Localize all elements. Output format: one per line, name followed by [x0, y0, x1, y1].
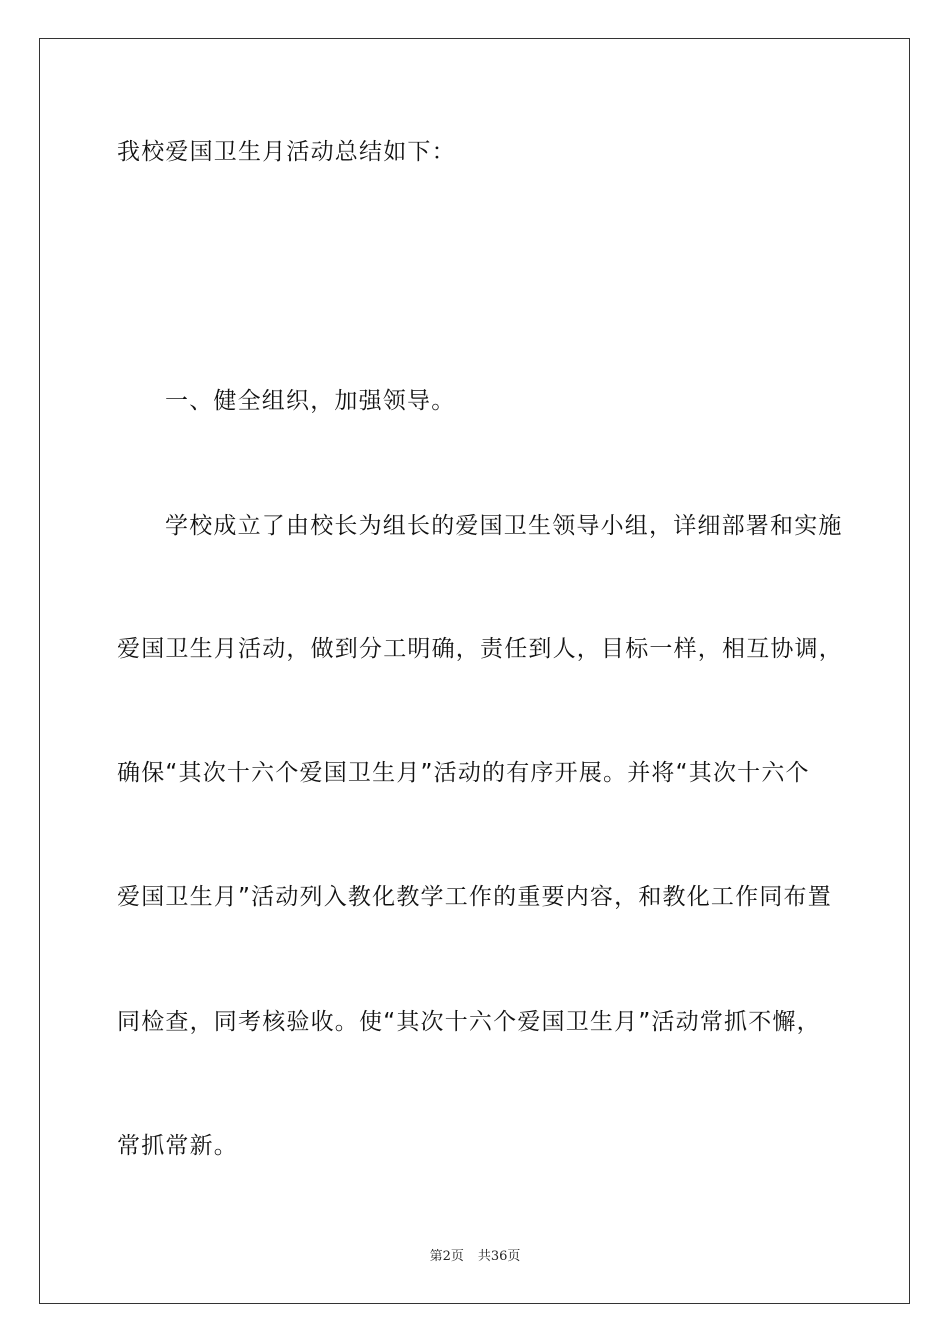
section-heading: 一、健全组织，加强领导。	[165, 388, 456, 414]
intro-line: 我校爱国卫生月活动总结如下：	[117, 139, 456, 165]
paragraph-line: 学校成立了由校长为组长的爱国卫生领导小组，详细部署和实施	[165, 513, 843, 539]
paragraph-line: 确保“其次十六个爱国卫生月”活动的有序开展。并将“其次十六个	[117, 760, 810, 786]
paragraph-line: 常抓常新。	[117, 1133, 238, 1159]
page-frame	[39, 38, 910, 1304]
page-number: 第2页	[429, 1249, 464, 1264]
paragraph-line: 爱国卫生月”活动列入教化教学工作的重要内容，和教化工作同布置	[117, 884, 832, 910]
paragraph-line: 同检查，同考核验收。使“其次十六个爱国卫生月”活动常抓不懈，	[117, 1009, 821, 1035]
page-total: 共36页	[477, 1249, 521, 1264]
page-footer	[0, 1248, 950, 1266]
paragraph-line: 爱国卫生月活动，做到分工明确，责任到人，目标一样，相互协调，	[117, 636, 843, 662]
